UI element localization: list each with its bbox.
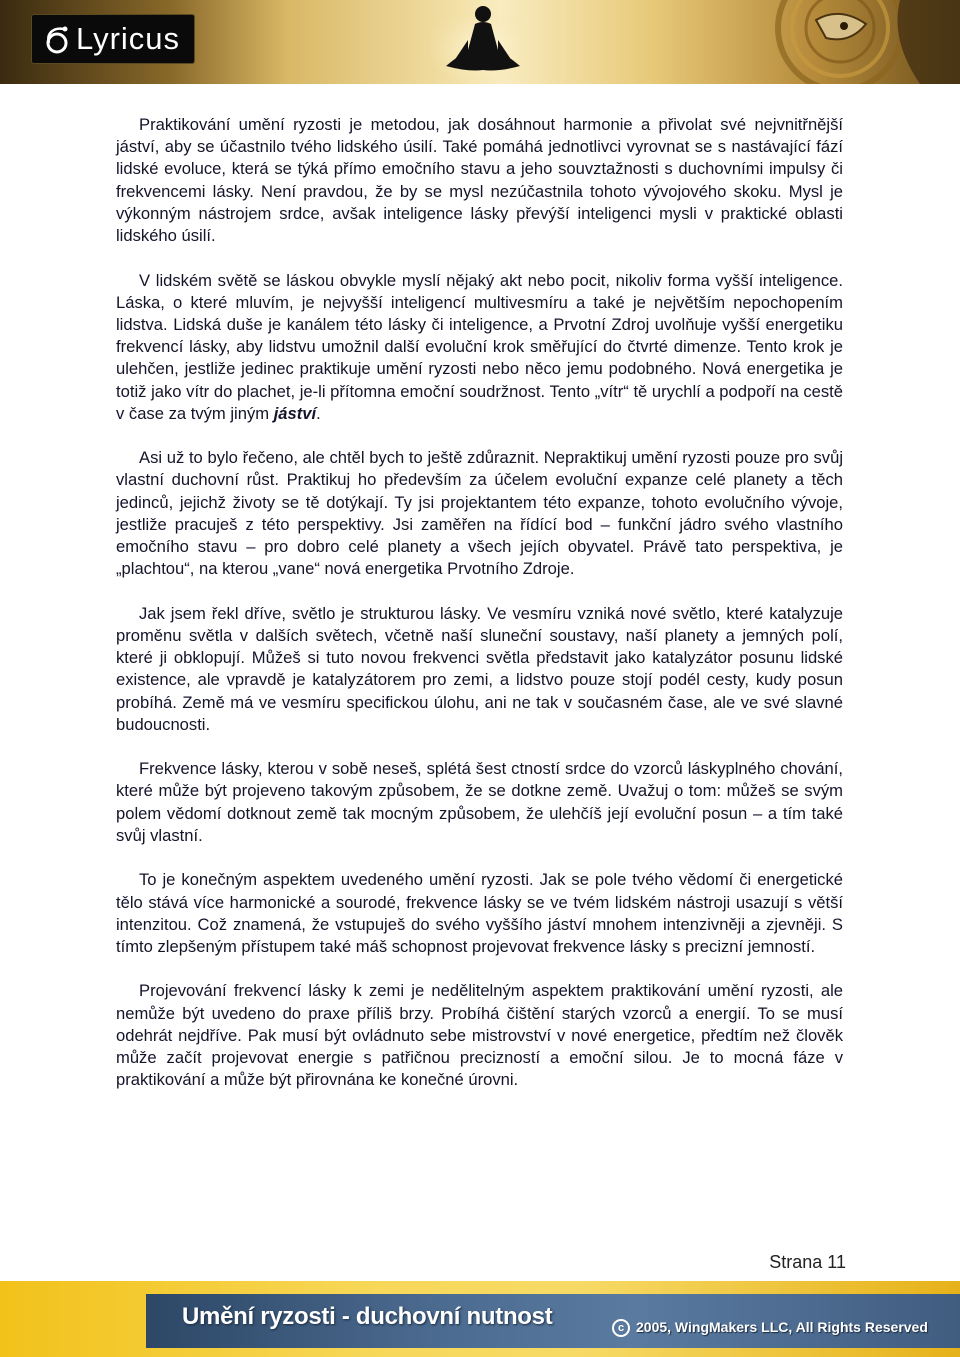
- page-number: Strana 11: [769, 1252, 846, 1272]
- copyright-icon: c: [612, 1319, 630, 1337]
- footer-title: Umění ryzosti - duchovní nutnost: [182, 1303, 553, 1330]
- emphasis-jastvim: jáství: [273, 403, 317, 423]
- meditating-figure-icon: [428, 0, 538, 84]
- paragraph-7: Projevování frekvencí lásky k zemi je nedělitelným aspektem praktikování umění ryzosti, ale nemůže být uvedeno do praxe příliš brzy. Probíhá čištění starých vzorců a energií. To se musí odehrát nejdříve. Pak musí být ovládnuto sebe mistrovství v nové energetice, předtím než člověk může začít projevovat energie s patřičnou precizností a emoční silou. Je to mocná fáze v praktikování a může být přirovnána ke konečné úrovni.: [116, 981, 843, 1090]
- logo-text: Lyricus: [76, 21, 181, 56]
- paragraph-5: Frekvence lásky, kterou v sobě neseš, splétá šest ctností srdce do vzorců láskyplného chování, které může být projeveno takovým způsobem, že se dotkne země. Uvažuj o tom: můžeš se svým polem vědomí dotknout země tak mocným způsobem, že ulehčíš její evoluční posun – a tím také svůj vlastní.: [116, 759, 843, 845]
- paragraph-6: To je konečným aspektem uvedeného umění ryzosti. Jak se pole tvého vědomí či energetické tělo stává více harmonické a sourodé, frekvence lásky se ve tvém lidském nástroji usazují s větší intenzitou. Což znamená, že vstupuješ do svého vyššího jáství mnohem intenzivněji a zjevněji. S tímto zlepšeným přístupem také máš schopnost projevovat frekvence lásky s precizní jemností.: [116, 870, 843, 956]
- footer-banner: [0, 1281, 960, 1357]
- paragraph-4: Jak jsem řekl dříve, světlo je strukturou lásky. Ve vesmíru vzniká nové světlo, které katalyzuje proměnu světla v dalších světech, včetně naší sluneční soustavy, naší planety a jemných polí, které ji obklopují. Můžeš si tuto novou frekvenci světla představit jako katalyzátor posunu lidské existence, ale vpravdě je katalyzátorem pro zemi, a lidstvo pouze stojí podél cesty, kudy posun probíhá. Země má ve vesmíru specifickou úlohu, ani ne tak v současném čase, ale ve své slavné budoucnosti.: [116, 603, 843, 734]
- article-body: [116, 114, 843, 1114]
- paragraph-2-text: V lidském světě se láskou obvykle myslí nějaký akt nebo pocit, nikoliv forma vyšší inteligence. Láska, o které mluvím, je nejvyšší inteligencí multivesmíru a také je největším nepochopením lidstva. Lidská duše je kanálem této lásky či inteligence, a Prvotní Zdroj uvolňuje vyšší energetiku frekvencí lásky, aby lidstvu umožnil další evoluční krok směřující do čtvrté dimenze. Tento krok je ulehčen, jestliže jedinec praktikuje umění ryzosti nebo něco jemu podobného. Nová energetika je totiž jako vítr do plachet, je-li přítomna emoční soudržnost. Tento „vítr“ tě urychlí a podpoří na cestě v čase za tvým jiným: [116, 270, 843, 423]
- decorative-seal-icon: [770, 0, 960, 84]
- paragraph-2: [116, 270, 843, 425]
- paragraph-3: Asi už to bylo řečeno, ale chtěl bych to ještě zdůraznit. Nepraktikuj umění ryzosti pouze pro svůj vlastní duchovní růst. Praktikuj ho především za účelem evoluční expanze celé planety a těch jedinců, jejichž životy se tě dotýkají. Ty jsi projektantem této expanze, tohoto evolučního vývoje, jestliže pracuješ z této perspektivy. Jsi zaměřen na řídící bod – funkční jádro svého vlastního emočního stavu – pro dobro celé planety a všech jejích obyvatel. Právě tato perspektiva, je „plachtou“, na kterou „vane“ nová energetika Prvotního Zdroje.: [116, 448, 843, 579]
- paragraph-2-end: .: [316, 403, 321, 423]
- header-banner: [0, 0, 960, 84]
- footer-copyright: 2005, WingMakers LLC, All Rights Reserved: [636, 1319, 928, 1335]
- lyricus-logo: [32, 15, 194, 63]
- logo-swirl-icon: [40, 23, 74, 57]
- paragraph-1: Praktikování umění ryzosti je metodou, jak dosáhnout harmonie a přivolat své nejvnitřnější jáství, aby se účastnilo tvého lidského úsilí. Také pomáhá jednotlivci vyrovnat se s nastávající fází lidské evoluce, která se týká přímo emočního stavu a jeho souvztažnosti s duchovními impulsy či frekvencemi lásky. Není pravdou, že by se mysl nezúčastnila tohoto vývojového skoku. Mysl je výkonným nástrojem srdce, avšak inteligence lásky převýší inteligenci mysli v praktické oblasti lidského úsilí.: [116, 115, 843, 246]
